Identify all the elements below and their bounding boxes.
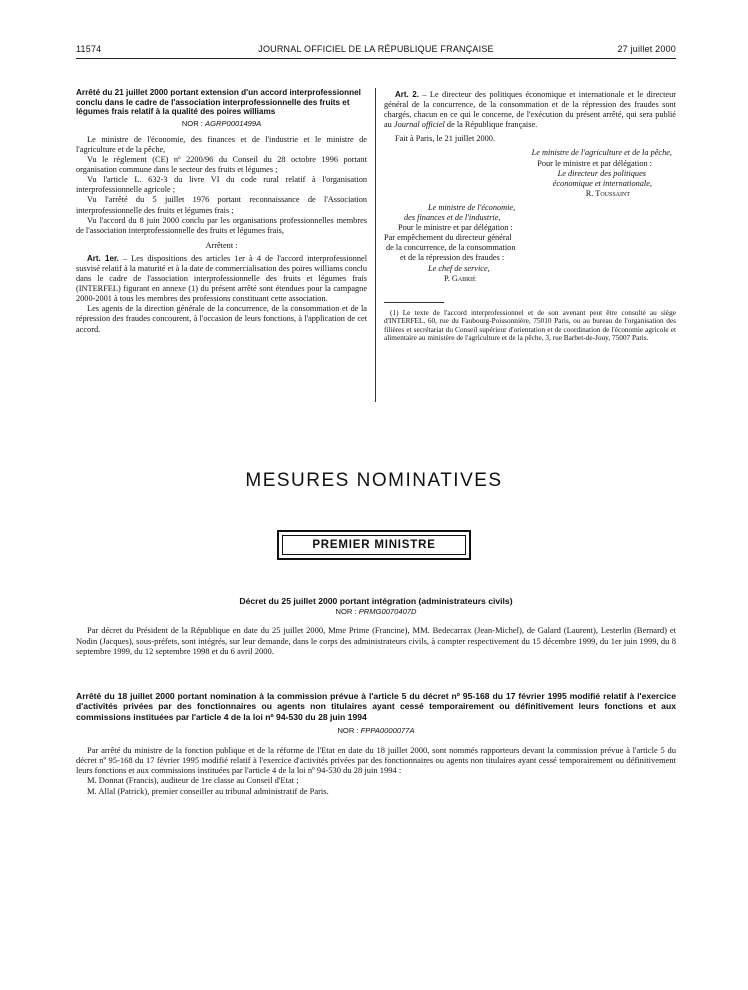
sig2-empechement-3: et de la répression des fraudes : (400, 253, 505, 263)
nominee-donnat: M. Donnat (Francis), auditeur de 1re classe au Conseil d'Etat ; (87, 775, 299, 786)
ministry-box-label: PREMIER MINISTRE (282, 535, 466, 555)
sig2-role: Le chef de service, (428, 263, 490, 273)
article-2-end: de la République française. (444, 120, 538, 130)
arrete-title: Arrêté du 21 juillet 2000 portant extension d'un accord interprofessionnel conclu dans le cadre de l'association interprofessionnelle des fruits et légumes frais relatif à la qualité des poires williams (76, 88, 361, 117)
sig1-name: R. Toussaint (585, 188, 630, 198)
preamble-ministers: Le ministre de l'économie, des finances et de l'industrie et le ministre de l'agriculture et de la pêche, (76, 134, 367, 154)
arretent-label: Arrêtent : (205, 240, 238, 250)
sig2-name: P. Gabrié (444, 273, 476, 283)
sig1-role-2: économique et internationale, (552, 178, 652, 188)
article-2-text: – Le directeur des politiques économique et internationale et le directeur général de la concurrence, de la consommation et de la répression des fraudes sont chargés, chacun en ce qui le concerne, de l'exécution du présent arrêté, qui sera publié au (384, 90, 676, 130)
left-column (76, 88, 367, 335)
arrete-nomination-nor-code: FPPA0000077A (360, 726, 415, 736)
arrete-nomination-section (76, 691, 676, 796)
journal-officiel-ref: Journal officiel (393, 120, 445, 130)
nominee-allal: M. Allal (Patrick), premier conseiller au tribunal administratif de Paris. (87, 785, 329, 796)
article-2 (384, 90, 676, 130)
section-heading-mesures: MESURES NOMINATIVES (245, 470, 503, 491)
journal-title: JOURNAL OFFICIEL DE LA RÉPUBLIQUE FRANÇAISE (258, 44, 494, 54)
arrete-nomination-nor (76, 726, 676, 736)
sig1-delegation: Pour le ministre et par délégation : (537, 158, 652, 168)
nor-code: AGRP0001499A (205, 118, 262, 128)
visa-code-rural: Vu l'article L. 632-3 du livre VI du code rural relatif à l'organisation interprofessionnelle agricole ; (76, 175, 367, 195)
arrete-nomination-title: Arrêté du 18 juillet 2000 portant nomination à la commission prévue à l'article 5 du décret nº 95-168 du 17 février 1995 modifié relatif à l'exercice d'activités privées par des fonctionnaires ou agents non titulaires ayant cessé temporairement ou définitivement leurs fonctions et aux commissions instituées par l'article 4 de la loi nº 94-530 du 28 juin 1994 (76, 691, 676, 722)
decret-nor-code: PRMG0070407D (358, 607, 417, 616)
page-number: 11574 (76, 44, 102, 54)
footnote-rule (384, 302, 444, 303)
sig1-role-1: Le directeur des politiques (557, 168, 646, 178)
decret-section (76, 596, 676, 656)
fait-a-paris: Fait à Paris, le 21 juillet 2000. (395, 134, 496, 144)
signature-agriculture (384, 148, 676, 198)
sig2-empechement-1: Par empêchement du directeur général (384, 233, 512, 243)
nor-reference (76, 119, 367, 129)
ministry-box (277, 530, 471, 560)
visa-arrete-1976: Vu l'arrêté du 5 juillet 1976 portant reconnaissance de l'Association interprofessionnelle des fruits et légumes frais ; (76, 195, 367, 215)
article-2-label: Art. 2. (395, 90, 419, 99)
issue-date: 27 juillet 2000 (617, 44, 676, 54)
right-column (384, 90, 676, 343)
article-1-paragraph-2: Les agents de la direction générale de la concurrence, de la consommation et de la répression des fraudes concourent, à l'occasion de leurs fonctions, à l'application de cet accord. (76, 304, 367, 334)
arrete-nomination-text: Par arrêté du ministre de la fonction publique et de la réforme de l'Etat en date du 18 juillet 2000, sont nommés rapporteurs devant la commission prévue à l'article 5 du décret nº 95-168 du 17 février 1995 modifié relatif à l'exercice d'activités privées par des fonctionnaires ou agents non titulaires ayant cessé temporairement ou définitivement leurs fonctions et aux commissions instituées par l'article 4 de la loi nº 94-530 du 28 juin 1994 : (76, 744, 676, 776)
footnote: (1) Le texte de l'accord interprofessionnel et de son avenant peut être consulté au siège d'INTERFEL, 60, rue du Faubourg-Poissonnière, 75010 Paris, ou au bureau de l'organisation des filières et secrétariat du Conseil supérieur d'orientation et de coordination de l'économie agricole et alimentaire au ministère de l'agriculture et de la pêche, 3, rue Barbet-de-Jouy, 75007 Paris. (384, 307, 676, 343)
sig2-minister-1: Le ministre de l'économie, (428, 202, 516, 212)
running-header (76, 44, 676, 58)
article-1-label: Art. 1er. (87, 253, 119, 263)
sig2-minister-2: des finances et de l'industrie, (404, 213, 501, 223)
decret-text: Par décret du Président de la République en date du 25 juillet 2000, Mme Prime (Francine), MM. Bedecarrax (Jean-Michel), de Galard (Laurent), Lesterlin (Bernard) et Nodin (Jacques), sous-préfets, sont intégrés, sur leur demande, dans le corps des administrateurs civils, à compter respectivement du 15 décembre 1999, du 1er juin 1999, du 8 septembre 1999, du 12 septembre 1998 et du 6 avril 2000. (76, 625, 676, 656)
article-1 (76, 254, 367, 304)
arrete-nomination-nor-label: NOR : (337, 726, 361, 736)
header-rule (76, 58, 676, 59)
signature-economie (384, 203, 676, 284)
nor-label: NOR : (181, 118, 206, 128)
decret-nor-label: NOR : (335, 607, 359, 616)
article-1-text: – Les dispositions des articles 1er à 4 de l'accord interprofessionnel susvisé relatif à la maturité et à la date de commercialisation des poires williams conclu dans le cadre de l'association interprofessionnelle des fruits et légumes frais (INTERFEL) figurant en annexe (1) du présent arrêté sont étendues pour la campagne 2000-2001 à tous les membres des professions constituant cette association. (76, 253, 367, 304)
decret-title: Décret du 25 juillet 2000 portant intégration (administrateurs civils) (239, 596, 513, 606)
sig2-delegation: Pour le ministre et par délégation : (398, 223, 513, 233)
visa-accord: Vu l'accord du 8 juin 2000 conclu par les organisations professionnelles membres de l'association interprofessionnelle des fruits et légumes frais, (76, 215, 367, 235)
visa-reglement: Vu le règlement (CE) nº 2200/96 du Conseil du 28 octobre 1996 portant organisation commune dans le secteur des fruits et légumes ; (76, 155, 367, 175)
sig2-empechement-2: de la concurrence, de la consommation (386, 243, 516, 253)
decret-nor (76, 607, 676, 617)
sig1-minister: Le ministre de l'agriculture et de la pêche, (531, 148, 672, 158)
column-divider (375, 88, 376, 402)
